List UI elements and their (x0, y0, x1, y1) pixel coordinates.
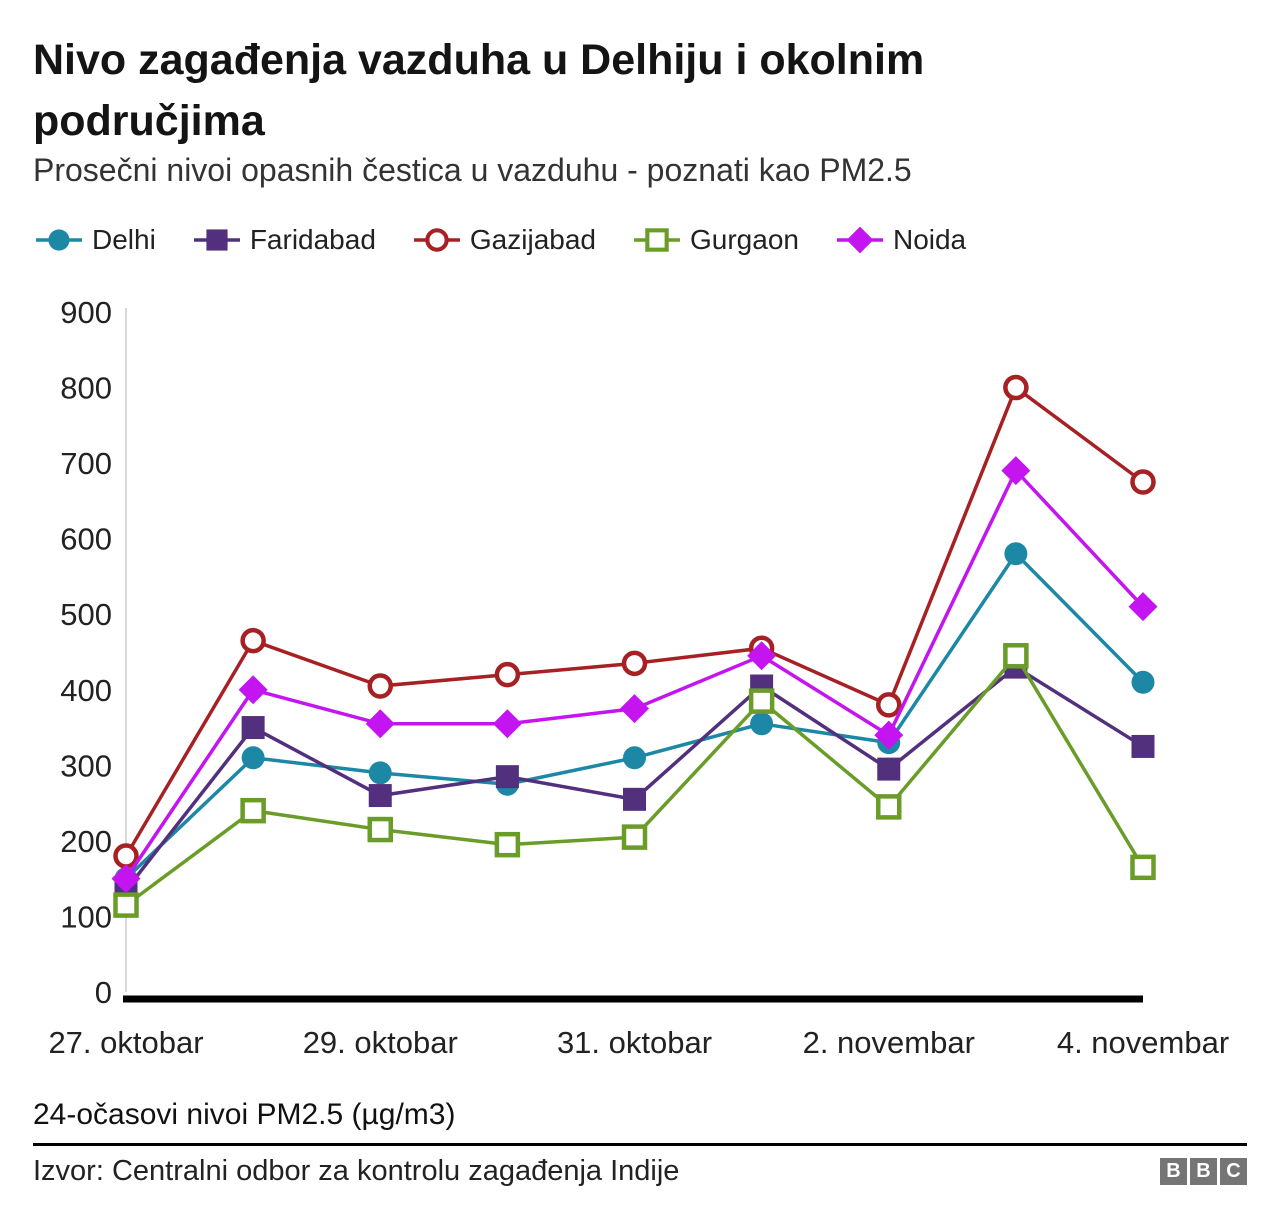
legend-item-noida (837, 224, 966, 256)
data-point-noida (366, 709, 395, 738)
y-tick-label: 100 (60, 899, 112, 935)
data-point-faridabad (623, 788, 646, 811)
x-tick-label: 4. novembar (1056, 1025, 1230, 1060)
legend-label-gazijabad: Gazijabad (469, 224, 596, 255)
data-point-delhi (242, 746, 265, 769)
series-line-gazijabad (126, 388, 1143, 856)
x-tick-label: 2. novembar (802, 1025, 975, 1060)
legend-label-faridabad: Faridabad (249, 224, 376, 255)
data-point-faridabad (369, 784, 392, 807)
x-tick-label: 31. oktobar (556, 1025, 713, 1060)
y-tick-label: 400 (60, 672, 112, 708)
bbc-logo (1160, 1158, 1247, 1185)
chart-title: Nivo zagađenja vazduha u Delhiju i okolnim područjima (33, 36, 925, 146)
pm25-line-chart (0, 290, 1280, 1080)
data-point-gurgaon (751, 691, 772, 712)
chart-subtitle: Prosečni nivoi opasnih čestica u vazduhu - poznati kao PM2.5 (33, 152, 912, 188)
y-tick-label: 0 (94, 975, 112, 1010)
data-point-gazijabad (878, 694, 899, 715)
legend-marker-gurgaon (647, 230, 666, 249)
series-line-gurgaon (126, 656, 1143, 905)
diamond-filled-legend-icon (837, 224, 883, 256)
legend-label-delhi: Delhi (92, 224, 156, 255)
y-tick-label: 300 (60, 748, 112, 784)
y-tick-label: 200 (60, 823, 112, 859)
data-point-gazijabad (116, 846, 137, 867)
legend-item-gazijabad (414, 224, 596, 256)
data-point-gurgaon (1133, 857, 1154, 878)
square-open-legend-icon (634, 224, 680, 256)
data-point-faridabad (496, 765, 519, 788)
legend-item-gurgaon (634, 224, 799, 256)
legend-marker-delhi (48, 229, 69, 250)
data-point-gazijabad (1133, 472, 1154, 493)
source-text: Izvor: Centralni odbor za kontrolu zagađenja Indije (33, 1155, 680, 1187)
data-point-delhi (1004, 542, 1027, 565)
data-point-gazijabad (243, 630, 264, 651)
data-point-gazijabad (497, 664, 518, 685)
x-tick-label: 27. oktobar (48, 1025, 204, 1060)
legend-item-delhi (36, 224, 156, 256)
legend-marker-faridabad (206, 229, 227, 250)
square-filled-legend-icon (194, 224, 240, 256)
y-tick-label: 900 (60, 295, 112, 330)
bbc-logo-block: B (1160, 1158, 1187, 1185)
data-point-gazijabad (370, 676, 391, 697)
legend-item-faridabad (194, 224, 376, 256)
bbc-logo-block: B (1190, 1158, 1217, 1185)
circle-filled-legend-icon (36, 224, 82, 256)
data-point-delhi (750, 712, 773, 735)
data-point-gurgaon (370, 819, 391, 840)
data-point-gazijabad (624, 653, 645, 674)
data-point-faridabad (242, 716, 265, 739)
footer-divider (33, 1143, 1247, 1146)
y-axis-note: 24-očasovi nivoi PM2.5 (µg/m3) (33, 1098, 456, 1131)
data-point-noida (620, 694, 649, 723)
legend-marker-gazijabad (427, 230, 446, 249)
data-point-delhi (1132, 671, 1155, 694)
data-point-faridabad (1132, 735, 1155, 758)
data-point-gurgaon (116, 895, 137, 916)
data-point-noida (239, 675, 268, 704)
circle-open-legend-icon (414, 224, 460, 256)
data-point-gurgaon (243, 800, 264, 821)
legend-label-noida: Noida (892, 224, 967, 255)
data-point-gazijabad (1005, 377, 1026, 398)
legend (36, 224, 966, 256)
y-tick-label: 600 (60, 521, 112, 557)
y-tick-label: 700 (60, 446, 112, 482)
bbc-logo-block: C (1220, 1158, 1247, 1185)
legend-marker-noida (847, 227, 874, 254)
data-point-gurgaon (1005, 645, 1026, 666)
data-point-gurgaon (497, 834, 518, 855)
data-point-noida (493, 709, 522, 738)
y-tick-label: 800 (60, 370, 112, 406)
source-row (33, 1155, 1247, 1188)
data-point-gurgaon (624, 827, 645, 848)
data-point-gurgaon (878, 796, 899, 817)
x-tick-label: 29. oktobar (302, 1025, 458, 1060)
data-point-faridabad (877, 758, 900, 781)
data-point-delhi (623, 746, 646, 769)
legend-label-gurgaon: Gurgaon (690, 224, 799, 255)
y-tick-label: 500 (60, 597, 112, 633)
data-point-delhi (369, 761, 392, 784)
